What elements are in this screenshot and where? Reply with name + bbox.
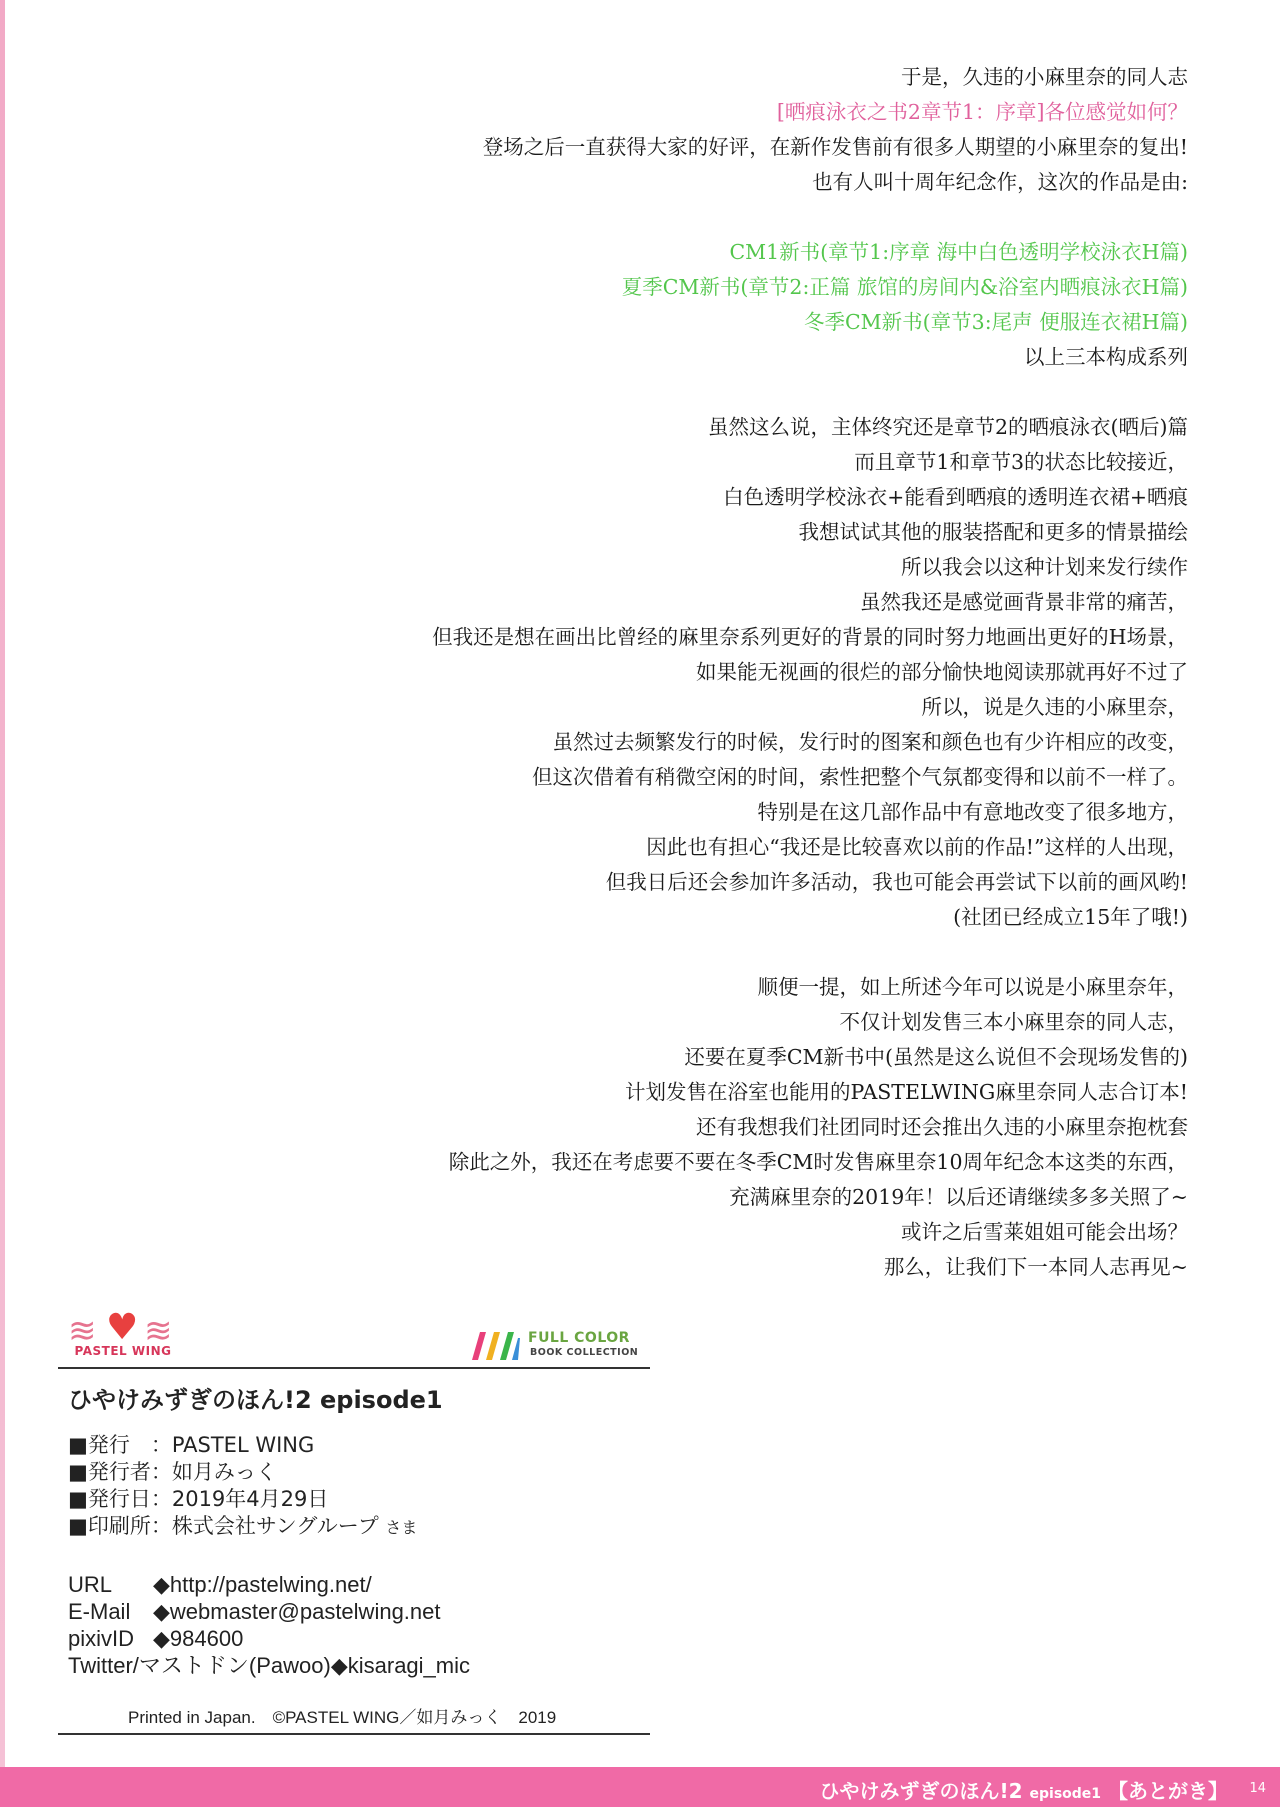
afterword-line: 但我还是想在画出比曾经的麻里奈系列更好的背景的同时努力地画出更好的H场景， bbox=[432, 625, 1188, 649]
copyright-line: Printed in Japan. ©PASTEL WING／如月みっく 2019 bbox=[128, 1708, 557, 1727]
afterword-line: 虽然我还是感觉画背景非常的痛苦， bbox=[860, 590, 1188, 614]
footer-episode: episode1 bbox=[1029, 1786, 1102, 1802]
full-color-subtitle: BOOK COLLECTION bbox=[530, 1347, 639, 1358]
pixiv-row bbox=[68, 1625, 470, 1652]
book-title: ひやけみずぎのほん!2 episode1 bbox=[68, 1386, 443, 1414]
date-row: ■発行日：2019年4月29日 bbox=[68, 1487, 329, 1511]
footer-bar bbox=[0, 1767, 1280, 1807]
afterword-line: 特别是在这几部作品中有意地改变了很多地方， bbox=[757, 800, 1188, 824]
afterword-line: 所以我会以这种计划来发行续作 bbox=[901, 555, 1188, 579]
issuer-row: ■発行者：如月みっく bbox=[68, 1460, 277, 1484]
blank-line bbox=[188, 935, 1188, 970]
url-row bbox=[68, 1571, 470, 1598]
email-link[interactable]: ◆webmaster@pastelwing.net bbox=[153, 1599, 441, 1624]
printer-row bbox=[68, 1513, 417, 1540]
afterword-text bbox=[188, 60, 1188, 1285]
afterword-line: 那么，让我们下一本同人志再见~ bbox=[883, 1255, 1188, 1279]
afterword-line: CM1新书(章节1:序章 海中白色透明学校泳衣H篇) bbox=[729, 240, 1188, 264]
afterword-line: 顺便一提，如上所述今年可以说是小麻里奈年， bbox=[757, 975, 1188, 999]
afterword-line: 白色透明学校泳衣+能看到晒痕的透明连衣裙+晒痕 bbox=[723, 485, 1188, 509]
afterword-line: 还有我想我们社团同时还会推出久违的小麻里奈抱枕套 bbox=[696, 1115, 1188, 1139]
afterword-line: [晒痕泳衣之书2章节1：序章]各位感觉如何？ bbox=[776, 100, 1188, 124]
afterword-line: 如果能无视画的很烂的部分愉快地阅读那就再好不过了 bbox=[696, 660, 1188, 684]
footer-book-title: ひやけみずぎのほん!2 bbox=[819, 1779, 1023, 1803]
afterword-line: 计划发售在浴室也能用的PASTELWING麻里奈同人志合订本! bbox=[625, 1080, 1188, 1104]
footer-section: 【あとがき】 bbox=[1108, 1779, 1228, 1803]
blank-line bbox=[188, 200, 1188, 235]
pixiv-id: ◆984600 bbox=[153, 1626, 244, 1651]
color-stripes-icon bbox=[468, 1328, 520, 1362]
afterword-line: 我想试试其他的服装搭配和更多的情景描绘 bbox=[798, 520, 1188, 544]
email-row bbox=[68, 1598, 470, 1625]
twitter-handle[interactable]: ◆kisaragi_mic bbox=[330, 1653, 471, 1678]
url-link[interactable]: ◆http://pastelwing.net/ bbox=[153, 1572, 372, 1597]
publisher-row: ■発行 ：PASTEL WING bbox=[68, 1433, 315, 1457]
afterword-line: 但这次借着有稍微空闲的时间，索性把整个气氛都变得和以前不一样了。 bbox=[532, 765, 1188, 789]
footer-title bbox=[819, 1775, 1228, 1804]
colophon-top-rule bbox=[58, 1367, 650, 1369]
afterword-line: 虽然这么说，主体终究还是章节2的晒痕泳衣(晒后)篇 bbox=[707, 415, 1188, 439]
printer-suffix: さま bbox=[385, 1518, 418, 1537]
afterword-line: 不仅计划发售三本小麻里奈的同人志， bbox=[839, 1010, 1188, 1034]
afterword-line: 因此也有担心“我还是比较喜欢以前的作品!”这样的人出现， bbox=[646, 835, 1188, 859]
afterword-line: 冬季CM新书(章节3:尾声 便服连衣裙H篇) bbox=[803, 310, 1188, 334]
printer-name: ■印刷所：株式会社サングループ bbox=[68, 1514, 379, 1538]
heart-icon: ♥ bbox=[106, 1307, 139, 1348]
page-edge-stripe bbox=[0, 0, 5, 1807]
full-color-title: FULL COLOR bbox=[528, 1330, 630, 1346]
afterword-line: 也有人叫十周年纪念作，这次的作品是由: bbox=[812, 170, 1188, 194]
wing-left-icon: ≋ bbox=[68, 1311, 97, 1351]
afterword-line: 充满麻里奈的2019年！以后还请继续多多关照了~ bbox=[729, 1185, 1188, 1209]
afterword-line: 除此之外，我还在考虑要不要在冬季CM时发售麻里奈10周年纪念本这类的东西， bbox=[448, 1150, 1188, 1174]
publication-info bbox=[68, 1432, 417, 1540]
pastel-wing-logo bbox=[68, 1307, 178, 1362]
afterword-line: 夏季CM新书(章节2:正篇 旅馆的房间内&浴室内晒痕泳衣H篇) bbox=[621, 275, 1188, 299]
page-number: 14 bbox=[1249, 1781, 1266, 1796]
afterword-line: 虽然过去频繁发行的时候，发行时的图案和颜色也有少许相应的改变， bbox=[552, 730, 1188, 754]
afterword-line: 还要在夏季CM新书中(虽然是这么说但不会现场发售的) bbox=[684, 1045, 1188, 1069]
afterword-line: 以上三本构成系列 bbox=[1024, 345, 1188, 369]
colophon-bottom-rule bbox=[58, 1733, 650, 1735]
afterword-line: 但我日后还会参加许多活动，我也可能会再尝试下以前的画风哟! bbox=[605, 870, 1188, 894]
afterword-line: (社团已经成立15年了哦!) bbox=[953, 905, 1188, 929]
afterword-line: 登场之后一直获得大家的好评，在新作发售前有很多人期望的小麻里奈的复出! bbox=[482, 135, 1188, 159]
email-label: E-Mail bbox=[68, 1599, 131, 1624]
afterword-line: 于是，久违的小麻里奈的同人志 bbox=[901, 65, 1188, 89]
afterword-line: 或许之后雪莱姐姐可能会出场？ bbox=[901, 1220, 1188, 1244]
url-label: URL bbox=[68, 1572, 113, 1597]
wing-right-icon: ≋ bbox=[144, 1311, 173, 1351]
blank-line bbox=[188, 375, 1188, 410]
afterword-line: 而且章节1和章节3的状态比较接近， bbox=[854, 450, 1188, 474]
twitter-label: Twitter/マストドン(Pawoo) bbox=[68, 1653, 331, 1678]
twitter-row bbox=[68, 1652, 470, 1679]
contact-info bbox=[68, 1571, 470, 1679]
afterword-line: 所以，说是久违的小麻里奈， bbox=[921, 695, 1188, 719]
pixiv-label: pixivID bbox=[68, 1626, 135, 1651]
pastel-wing-logo-text: PASTEL WING bbox=[74, 1344, 172, 1358]
